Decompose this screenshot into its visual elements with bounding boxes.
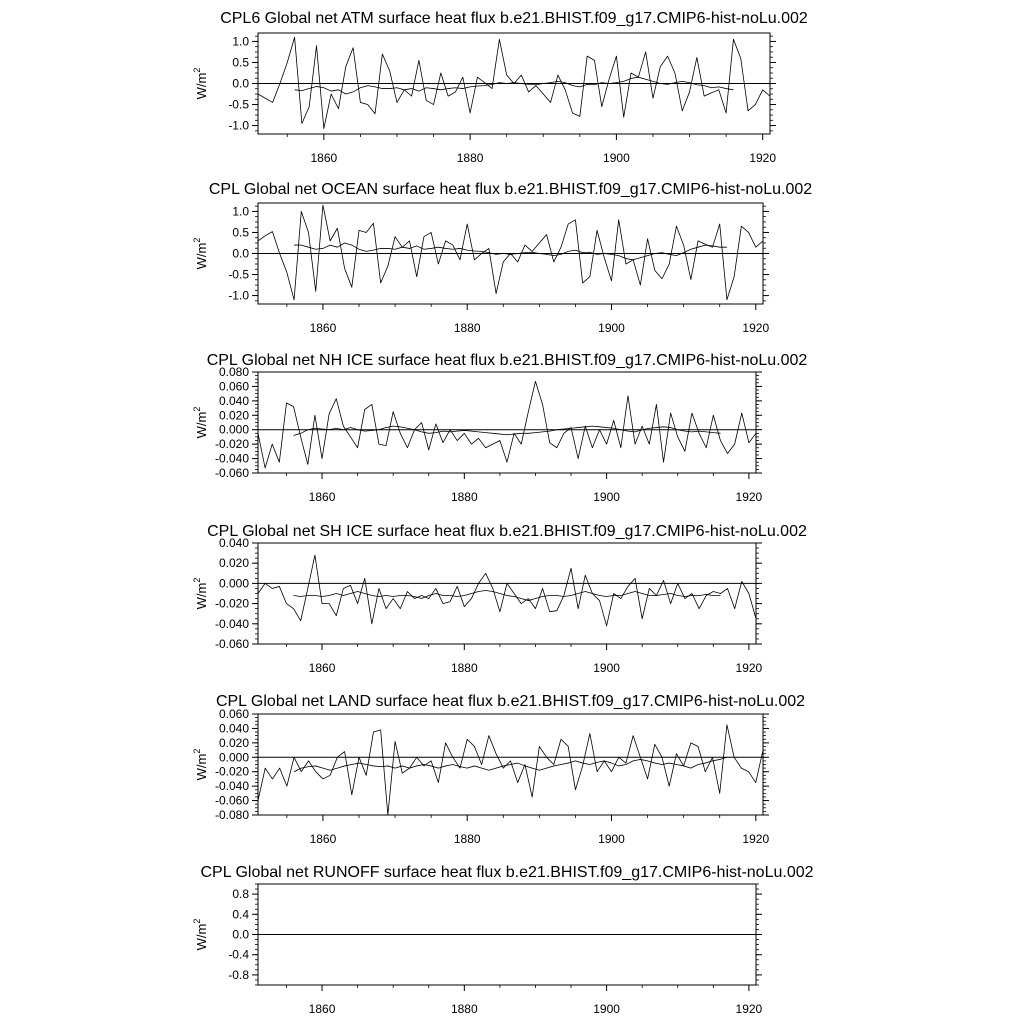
y-tick-label: -0.4 (228, 947, 249, 962)
x-tick-label: 1920 (735, 661, 763, 675)
x-tick-label: 1860 (308, 1002, 336, 1016)
y-tick-label: -0.5 (228, 267, 249, 282)
x-tick-label: 1920 (749, 151, 777, 165)
x-tick-label: 1860 (310, 151, 338, 165)
y-tick-label: -0.040 (214, 616, 249, 631)
y-tick-label: 0.000 (218, 750, 249, 765)
x-tick-label: 1900 (593, 1002, 620, 1016)
x-tick-label: 1880 (450, 661, 478, 675)
y-tick-label: -0.020 (214, 437, 249, 452)
series-line-running-mean (294, 590, 721, 600)
y-tick-label: 0.4 (232, 907, 249, 922)
y-tick-label: 0.060 (218, 379, 249, 394)
chart-title: CPL Global net OCEAN surface heat flux b.e21.BHIST.f09_g17.CMIP6-hist-noLu.002 (208, 181, 813, 198)
y-tick-label: -0.020 (214, 764, 249, 779)
series-line-annual (258, 725, 763, 815)
y-tick-label: 1.0 (232, 204, 249, 219)
y-axis-label-superscript: 2 (192, 577, 202, 583)
x-tick-label: 1920 (735, 490, 763, 504)
y-axis-label: $W/m^2$ (192, 577, 209, 610)
x-tick-label: 1920 (742, 321, 770, 335)
x-tick-label: 1880 (456, 151, 484, 165)
x-tick-label: 1900 (598, 321, 625, 335)
series-line-running-mean (294, 426, 721, 435)
y-tick-label: -0.040 (214, 451, 249, 466)
panel-land (192, 693, 805, 846)
x-tick-label: 1900 (603, 151, 630, 165)
x-tick-label: 1900 (593, 490, 620, 504)
y-tick-label: 0.080 (218, 365, 249, 379)
y-axis-label-superscript: 2 (192, 918, 202, 924)
x-tick-label: 1920 (735, 1002, 763, 1016)
y-tick-label: 0.5 (232, 55, 249, 70)
x-tick-label: 1880 (450, 490, 478, 504)
y-axis-label: $W/m^2$ (192, 406, 209, 439)
x-tick-label: 1860 (308, 661, 336, 675)
chart-title: CPL6 Global net ATM surface heat flux b.e21.BHIST.f09_g17.CMIP6-hist-noLu.002 (220, 10, 808, 27)
chart-title: CPL Global net NH ICE surface heat flux b.e21.BHIST.f09_g17.CMIP6-hist-noLu.002 (206, 352, 808, 369)
y-axis-label: $W/m^2$ (192, 237, 209, 270)
panel-atm (192, 10, 808, 165)
x-tick-label: 1880 (450, 1002, 478, 1016)
panel-runoff (192, 864, 814, 1016)
y-tick-label: -0.060 (214, 637, 249, 651)
plot-frame (258, 543, 756, 644)
y-tick-label: -0.060 (214, 793, 249, 808)
y-axis-label-superscript: 2 (192, 748, 202, 754)
y-tick-label: 1.0 (232, 34, 249, 49)
y-tick-label: 0.020 (218, 735, 249, 750)
x-tick-label: 1860 (308, 490, 336, 504)
plot-frame (258, 372, 756, 473)
x-tick-label: 1920 (742, 832, 770, 846)
y-axis-label: $W/m^2$ (192, 748, 209, 781)
y-tick-label: -0.020 (214, 596, 249, 611)
chart-title: CPL Global net LAND surface heat flux b.e21.BHIST.f09_g17.CMIP6-hist-noLu.002 (215, 693, 806, 710)
panel-ocean (192, 181, 812, 335)
y-tick-label: -0.5 (228, 97, 249, 112)
chart-title: CPL Global net SH ICE surface heat flux b.e21.BHIST.f09_g17.CMIP6-hist-noLu.002 (207, 523, 807, 540)
x-tick-label: 1900 (598, 832, 625, 846)
y-tick-label: 0.0 (232, 927, 249, 942)
x-tick-label: 1860 (309, 832, 337, 846)
series-line-running-mean (295, 77, 734, 94)
y-tick-label: -1.0 (228, 288, 249, 303)
series-line-running-mean (294, 757, 727, 771)
y-axis-label: $W/m^2$ (192, 67, 209, 100)
y-tick-label: 0.000 (218, 422, 249, 437)
series-line-running-mean (294, 243, 727, 260)
x-tick-label: 1900 (593, 661, 620, 675)
y-axis-label-superscript: 2 (192, 67, 202, 73)
y-tick-label: 0.000 (218, 576, 249, 591)
y-tick-label: 0.020 (218, 408, 249, 423)
series-line-annual (258, 381, 756, 468)
x-tick-label: 1860 (309, 321, 337, 335)
series-line-annual (258, 555, 756, 626)
y-tick-label: 0.5 (232, 225, 249, 240)
series-line-annual (258, 205, 763, 300)
y-tick-label: 0.040 (218, 536, 249, 550)
y-tick-label: 0.020 (218, 556, 249, 571)
x-tick-label: 1880 (453, 321, 481, 335)
y-tick-label: 0.060 (218, 707, 249, 721)
y-tick-label: -1.0 (228, 118, 249, 133)
y-axis-label-superscript: 2 (192, 237, 202, 243)
y-tick-label: 0.040 (218, 393, 249, 408)
y-tick-label: 0.8 (232, 887, 249, 902)
y-axis-label-superscript: 2 (192, 406, 202, 412)
panel-sh-ice (192, 523, 807, 675)
y-axis-label: $W/m^2$ (192, 918, 209, 951)
panel-nh-ice (192, 352, 807, 504)
y-tick-label: -0.080 (214, 808, 249, 822)
y-tick-label: 0.0 (232, 76, 249, 91)
y-tick-label: -0.8 (228, 967, 249, 982)
y-tick-label: 0.040 (218, 721, 249, 736)
chart-title: CPL Global net RUNOFF surface heat flux b.e21.BHIST.f09_g17.CMIP6-hist-noLu.002 (200, 864, 814, 881)
y-tick-label: 0.0 (232, 246, 249, 261)
x-tick-label: 1880 (453, 832, 481, 846)
y-tick-label: -0.060 (214, 466, 249, 480)
y-tick-label: -0.040 (214, 779, 249, 794)
